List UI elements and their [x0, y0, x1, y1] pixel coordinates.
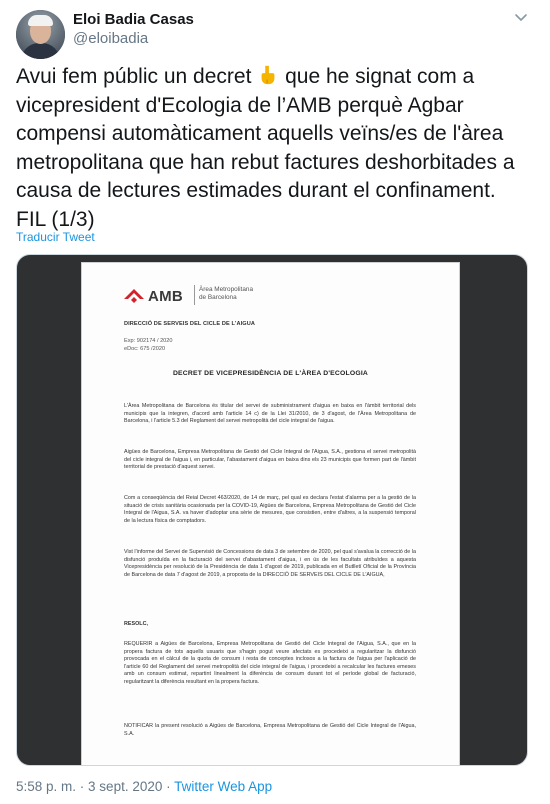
- document-paragraph: NOTIFICAR la present resolució a Aigües de Barcelona, Empresa Metropolitana de Gestió del Cicle Integral de l'Aigua, S.A.: [124, 723, 416, 737]
- amb-logo-text: AMB: [148, 288, 184, 305]
- tweet-text: [16, 63, 536, 234]
- tweet-line: Avui fem públic un decret que he signat com a: [16, 65, 475, 88]
- author-avatar[interactable]: [16, 10, 65, 59]
- tweet-line: vicepresident d'Ecologia de l’AMB perquè Agbar: [16, 93, 464, 117]
- footer-separator: ·: [162, 779, 175, 794]
- document-paragraph: Vist l'informe del Servei de Supervisió de Concessions de data 3 de setembre de 2020, pel qual s'avalua la correcció de la disfunció produïda en la facturació del servei d'abastament d'aigua, i en ús de les facultats atribuïdes a aquesta Vicepresidència per resolució de la Presidència de data 1 d'agost de 2019, publicada en el Butlletí Oficial de la Província de Barcelona de data 7 d'agost de 2019, a proposta de la DIRECCIÓ DE SERVEIS DEL CICLE DE L'AIGUA,: [124, 549, 416, 578]
- amb-logo-icon: [122, 285, 146, 305]
- avatar-cap: [28, 15, 53, 26]
- tweet-source-link[interactable]: Twitter Web App: [174, 779, 273, 794]
- document-paragraph: L'Àrea Metropolitana de Barcelona és titular del servei de subministrament d'aigua en baixa en l'àmbit territorial dels municipis que la integren, d'acord amb l'article 14 c) de la Llei 31/2010, de 3 d'agost, de l'Àrea Metropolitana de Barcelona, i l'article 5.3 del Reglament del servei metropolità del cicle integral de l'aigua.: [124, 403, 416, 425]
- backhand-index-pointing-down-icon: [257, 64, 279, 86]
- tweet-line: FIL (1/3): [16, 207, 95, 231]
- document-paragraph: Aigües de Barcelona, Empresa Metropolitana de Gestió del Cicle Integral de l'Aigua, S.A., gestiona el servei metropolità del cicle integral de l'aigua i, en particular, l'abastament d'aigua en baixa dins els 23 municipis que formen part de l'àmbit territorial de prestació d'aquest servei.: [124, 449, 416, 471]
- tweet-time[interactable]: 5:58 p. m.: [16, 779, 77, 794]
- document-paragraph: Com a conseqüència del Reial Decret 463/2020, de 14 de març, pel qual es declara l'estat d'alarma per a la gestió de la situació de crisis sanitària ocasionada per la COVID-19, Aigües de Barcelona, Empresa Metropolitana de Gestió del Cicle Integral de l'Aigua, S.A. va haver d'adoptar una sèrie de mesures, que consistien, entre d'altres, a la suspensió temporal de la lectura física de comptadors.: [124, 495, 416, 524]
- footer-separator: ·: [76, 779, 89, 794]
- org-name: [199, 286, 253, 302]
- tweet-footer: [16, 779, 272, 794]
- document-paragraph: REQUERIR a Aigües de Barcelona, Empresa Metropolitana de Gestió del Cicle Integral de l'Aigua, S.A., que en la propera factura de tots aquells usuaris que s'hagin pogut veure afectats es procedeixi a regularitzar la disfunció provocada en el càlcul de la quota de consum i resta de conceptes inclosos a la factura de l'aigua per l'aplicació de l'article 60 del Reglament del servei metropolità del cicle integral de l'aigua, i procedeixi a recalcular les factures emeses amb un consum estimat, repartint linealment la diferència de consum durant tot el període global de facturació, regularitzant la diferència resultant en la propera factura.: [124, 641, 416, 685]
- document-resolc: RESOLC,: [124, 621, 148, 627]
- translate-tweet-link[interactable]: Traducir Tweet: [16, 230, 95, 244]
- edoc-number: eDoc: 675 /2020: [124, 346, 166, 352]
- org-line-1: Àrea Metropolitana: [199, 286, 253, 293]
- author-handle[interactable]: @eloibadia: [73, 30, 149, 47]
- tweet-line: causa de lectures estimades durant el confinament.: [16, 179, 496, 202]
- logo-divider: [194, 285, 195, 305]
- tweet-media-image[interactable]: [16, 254, 528, 766]
- document-reference: [124, 337, 173, 353]
- tweet-date[interactable]: 3 sept. 2020: [88, 779, 163, 794]
- tweet-line: compensi automàticament aquells veïns/es de l'àrea: [16, 122, 504, 145]
- author-name[interactable]: Eloi Badia Casas: [73, 11, 194, 28]
- tweet-line: metropolitana que han rebut factures deshorbitades a: [16, 150, 515, 174]
- document-title: DECRET DE VICEPRESIDÈNCIA DE L'ÀREA D'ECOLOGIA: [172, 370, 369, 377]
- document-page: [82, 263, 459, 766]
- org-line-2: de Barcelona: [199, 294, 237, 301]
- exp-number: Exp: 902174 / 2020: [124, 338, 173, 344]
- document-department: DIRECCIÓ DE SERVEIS DEL CICLE DE L'AIGUA: [124, 321, 256, 327]
- chevron-down-icon[interactable]: [513, 9, 529, 25]
